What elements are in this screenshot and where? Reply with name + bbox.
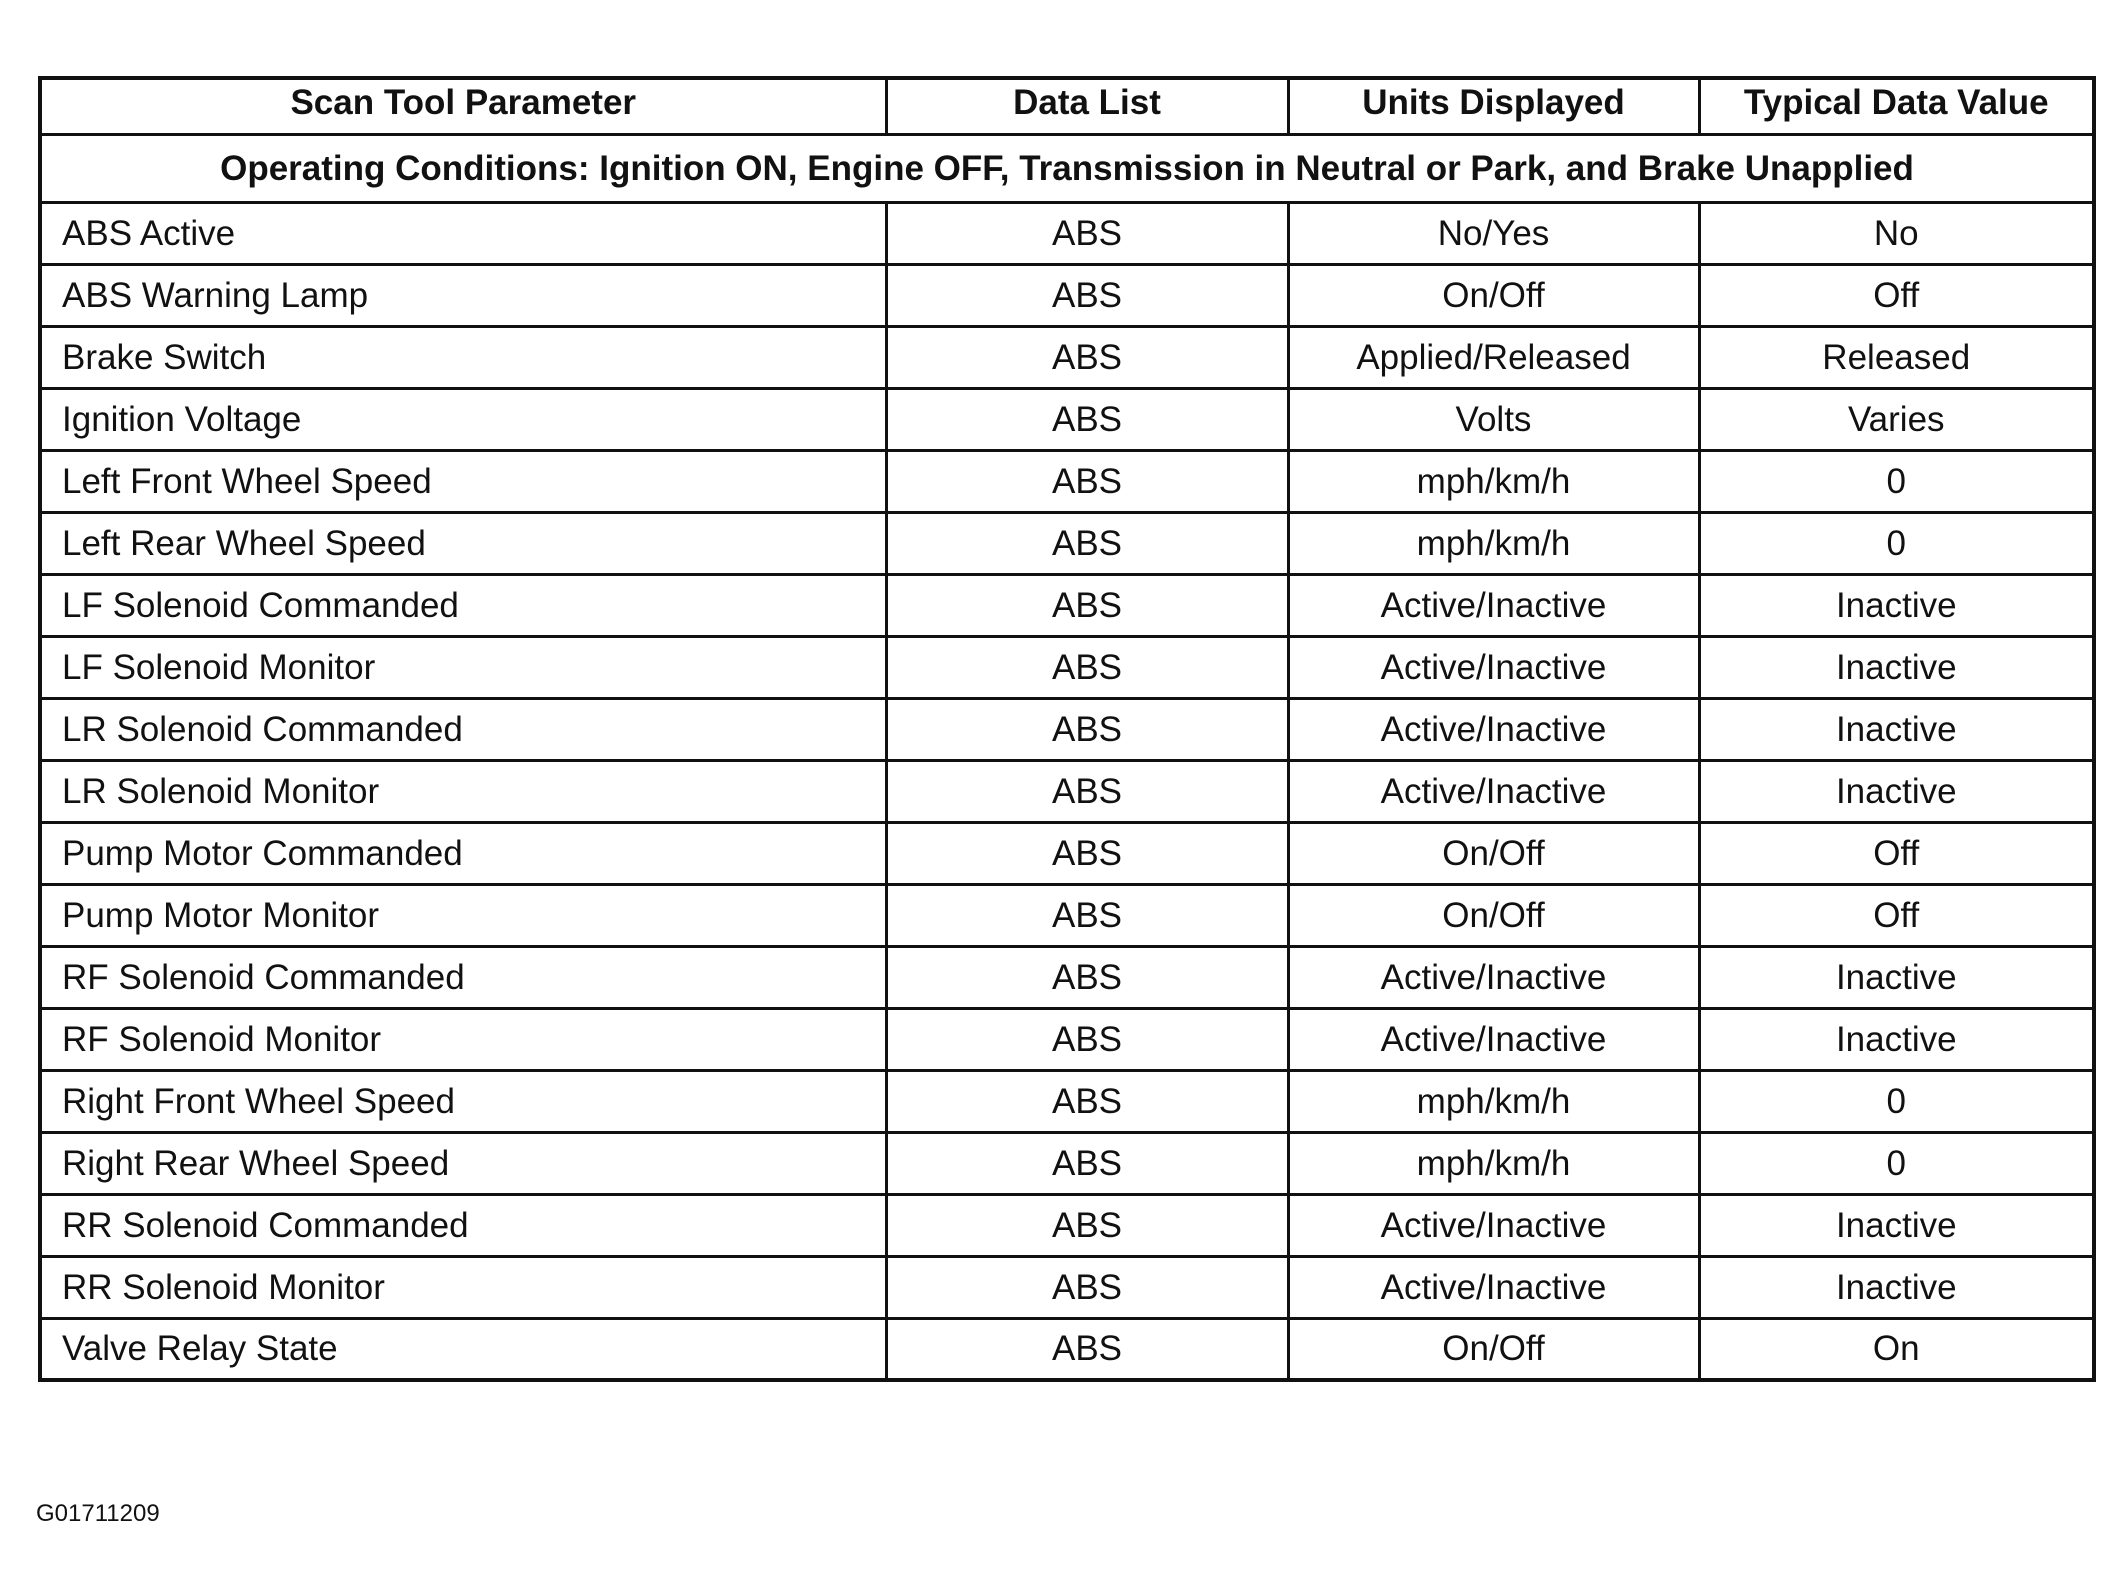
figure-id: G01711209: [36, 1500, 160, 1527]
units-cell: On/Off: [1288, 822, 1699, 884]
operating-conditions-row: [40, 134, 2094, 202]
units-cell: Applied/Released: [1288, 326, 1699, 388]
units-cell: Active/Inactive: [1288, 1194, 1699, 1256]
table-row: [40, 1194, 2094, 1256]
units-cell: Active/Inactive: [1288, 760, 1699, 822]
units-cell: Active/Inactive: [1288, 698, 1699, 760]
table-row: [40, 760, 2094, 822]
data-list-cell: ABS: [886, 1070, 1288, 1132]
table-row: [40, 698, 2094, 760]
typical-value-cell: Inactive: [1699, 1194, 2094, 1256]
data-list-cell: ABS: [886, 574, 1288, 636]
typical-value-cell: Varies: [1699, 388, 2094, 450]
data-list-cell: ABS: [886, 1008, 1288, 1070]
parameter-cell: Left Front Wheel Speed: [40, 450, 886, 512]
typical-value-cell: Off: [1699, 264, 2094, 326]
parameter-cell: RF Solenoid Commanded: [40, 946, 886, 1008]
table-row: [40, 1256, 2094, 1318]
units-cell: mph/km/h: [1288, 1132, 1699, 1194]
header-data-list: Data List: [886, 78, 1288, 134]
parameter-cell: Ignition Voltage: [40, 388, 886, 450]
typical-value-cell: Off: [1699, 822, 2094, 884]
data-list-cell: ABS: [886, 326, 1288, 388]
table-row: [40, 512, 2094, 574]
data-list-cell: ABS: [886, 1256, 1288, 1318]
header-units-displayed: Units Displayed: [1288, 78, 1699, 134]
units-cell: No/Yes: [1288, 202, 1699, 264]
data-list-cell: ABS: [886, 202, 1288, 264]
table-row: [40, 574, 2094, 636]
parameter-cell: Pump Motor Monitor: [40, 884, 886, 946]
typical-value-cell: 0: [1699, 450, 2094, 512]
parameter-cell: LF Solenoid Monitor: [40, 636, 886, 698]
units-cell: Active/Inactive: [1288, 946, 1699, 1008]
data-list-cell: ABS: [886, 1194, 1288, 1256]
table-body: [40, 134, 2094, 1380]
header-scan-tool-parameter: Scan Tool Parameter: [40, 78, 886, 134]
parameter-cell: Valve Relay State: [40, 1318, 886, 1380]
units-cell: mph/km/h: [1288, 512, 1699, 574]
data-list-cell: ABS: [886, 946, 1288, 1008]
data-list-cell: ABS: [886, 512, 1288, 574]
data-list-cell: ABS: [886, 388, 1288, 450]
units-cell: On/Off: [1288, 264, 1699, 326]
typical-value-cell: 0: [1699, 1132, 2094, 1194]
units-cell: Volts: [1288, 388, 1699, 450]
parameter-cell: LR Solenoid Commanded: [40, 698, 886, 760]
units-cell: Active/Inactive: [1288, 636, 1699, 698]
table-row: [40, 636, 2094, 698]
units-cell: Active/Inactive: [1288, 1008, 1699, 1070]
operating-conditions: Operating Conditions: Ignition ON, Engine OFF, Transmission in Neutral or Park, and Brake Unapplied: [40, 134, 2094, 202]
parameter-cell: Left Rear Wheel Speed: [40, 512, 886, 574]
data-list-cell: ABS: [886, 822, 1288, 884]
typical-value-cell: Inactive: [1699, 760, 2094, 822]
units-cell: mph/km/h: [1288, 1070, 1699, 1132]
data-list-cell: ABS: [886, 760, 1288, 822]
table-row: [40, 450, 2094, 512]
data-list-cell: ABS: [886, 636, 1288, 698]
data-list-cell: ABS: [886, 698, 1288, 760]
table-row: [40, 1008, 2094, 1070]
typical-value-cell: No: [1699, 202, 2094, 264]
typical-value-cell: Inactive: [1699, 946, 2094, 1008]
typical-value-cell: Released: [1699, 326, 2094, 388]
parameter-cell: RR Solenoid Commanded: [40, 1194, 886, 1256]
parameter-cell: Right Front Wheel Speed: [40, 1070, 886, 1132]
typical-value-cell: Inactive: [1699, 574, 2094, 636]
units-cell: Active/Inactive: [1288, 1256, 1699, 1318]
table-row: [40, 202, 2094, 264]
table-row: [40, 1318, 2094, 1380]
data-list-cell: ABS: [886, 1132, 1288, 1194]
table-row: [40, 264, 2094, 326]
units-cell: mph/km/h: [1288, 450, 1699, 512]
typical-value-cell: Inactive: [1699, 1008, 2094, 1070]
typical-value-cell: On: [1699, 1318, 2094, 1380]
header-typical-data-value: Typical Data Value: [1699, 78, 2094, 134]
data-list-cell: ABS: [886, 1318, 1288, 1380]
parameter-cell: RF Solenoid Monitor: [40, 1008, 886, 1070]
table-row: [40, 946, 2094, 1008]
typical-value-cell: Inactive: [1699, 698, 2094, 760]
units-cell: On/Off: [1288, 1318, 1699, 1380]
data-list-cell: ABS: [886, 884, 1288, 946]
table-row: [40, 388, 2094, 450]
parameter-cell: Pump Motor Commanded: [40, 822, 886, 884]
header-row: [40, 78, 2094, 134]
typical-value-cell: Inactive: [1699, 1256, 2094, 1318]
table-row: [40, 884, 2094, 946]
parameter-cell: LR Solenoid Monitor: [40, 760, 886, 822]
units-cell: On/Off: [1288, 884, 1699, 946]
parameter-cell: RR Solenoid Monitor: [40, 1256, 886, 1318]
scan-tool-data-table: [38, 76, 2096, 1382]
parameter-cell: LF Solenoid Commanded: [40, 574, 886, 636]
table-row: [40, 1070, 2094, 1132]
table-row: [40, 1132, 2094, 1194]
typical-value-cell: 0: [1699, 1070, 2094, 1132]
units-cell: Active/Inactive: [1288, 574, 1699, 636]
parameter-cell: Right Rear Wheel Speed: [40, 1132, 886, 1194]
data-list-cell: ABS: [886, 450, 1288, 512]
parameter-cell: Brake Switch: [40, 326, 886, 388]
data-list-cell: ABS: [886, 264, 1288, 326]
table-row: [40, 326, 2094, 388]
parameter-cell: ABS Warning Lamp: [40, 264, 886, 326]
typical-value-cell: Inactive: [1699, 636, 2094, 698]
table-row: [40, 822, 2094, 884]
typical-value-cell: Off: [1699, 884, 2094, 946]
typical-value-cell: 0: [1699, 512, 2094, 574]
parameter-cell: ABS Active: [40, 202, 886, 264]
